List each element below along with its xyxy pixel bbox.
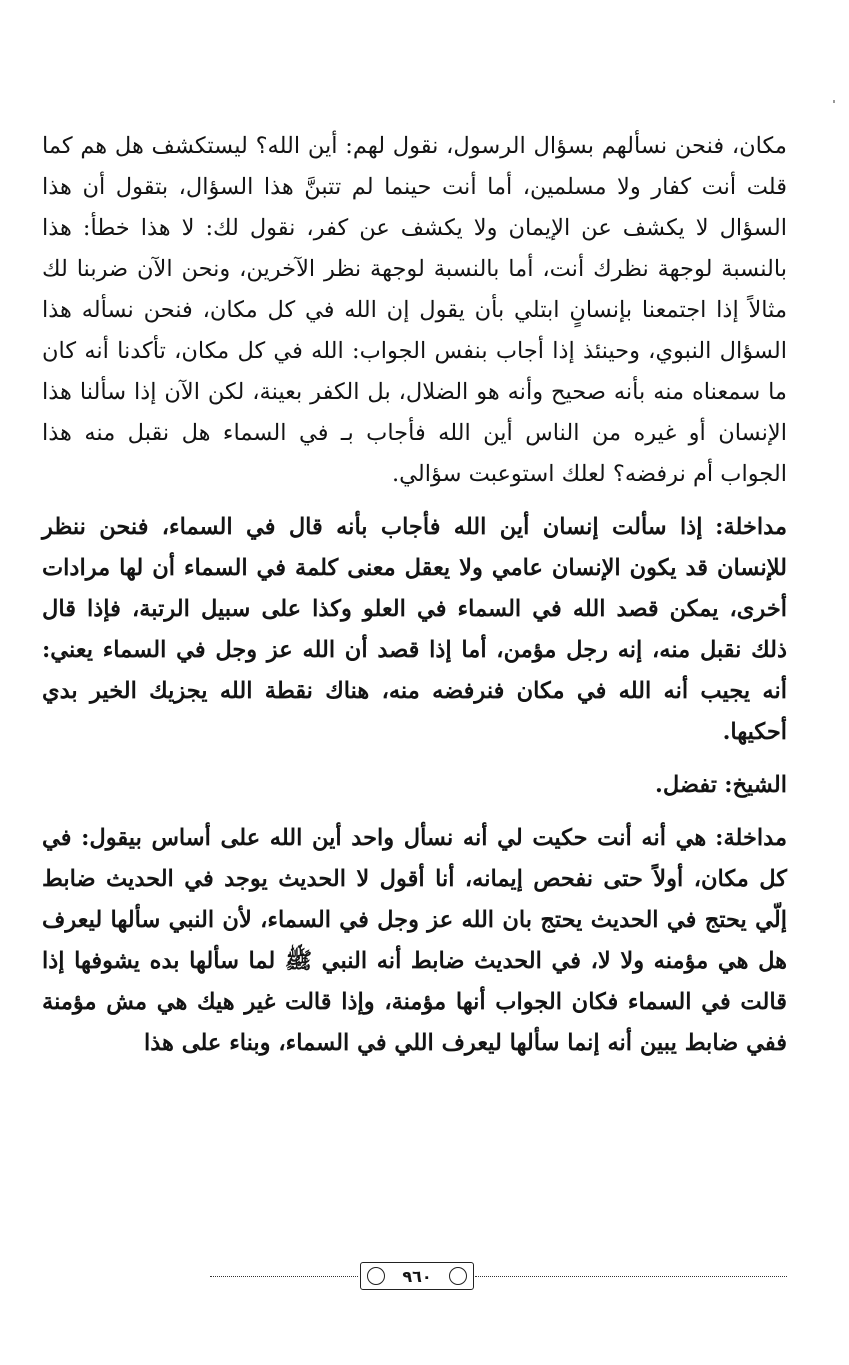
speaker-label: الشيخ: xyxy=(724,772,787,798)
paragraph-text: إذا سألت إنسان أين الله فأجاب بأنه قال في السماء، فنحن ننظر للإنسان قد يكون الإنسان عامي ولا يعقل معنى كلمة في السماء أن لها مرادات أخرى، يمكن قصد الله في السماء في العلو وكذا على سبيل الرتبة، فإذا قال ذلك نقبل منه، إنه رجل مؤمن، أما إذا قصد أن الله عز وجل في السماء يعني: أنه يجيب أنه الله في مكان فنرفضه منه، هناك نقطة الله يجزيك الخير بدي أحكيها. xyxy=(42,514,787,745)
page-body xyxy=(42,126,787,1064)
ornament-icon xyxy=(367,1267,385,1285)
paragraph-3 xyxy=(42,765,787,806)
footer-divider-left xyxy=(210,1276,358,1277)
ornament-icon xyxy=(449,1267,467,1285)
paragraph-2 xyxy=(42,507,787,753)
page-number: ٩٦٠ xyxy=(402,1266,432,1286)
speaker-label: مداخلة: xyxy=(715,825,787,851)
paragraph-text: هي أنه أنت حكيت لي أنه نسأل واحد أين الله على أساس بيقول: في كل مكان، أولاً حتى نفحص إيمانه، أنا أقول لا الحديث يوجد في الحديث ضابط إلّي يحتج في الحديث يحتج بان الله عز وجل في السماء، لأن النبي سألها ليعرف هل هي مؤمنه ولا لا، في الحديث ضابط أنه النبي ﷺ لما سألها بده يشوفها إذا قالت في السماء فكان الجواب أنها مؤمنة، وإذا قالت غير هيك هي مش مؤمنة ففي ضابط يبين أنه إنما سألها ليعرف اللي في السماء، وبناء على هذا xyxy=(42,825,787,1056)
paragraph-text: تفضل. xyxy=(655,772,718,798)
page-footer xyxy=(210,1262,787,1288)
speaker-label: مداخلة: xyxy=(715,514,787,540)
page-number-frame xyxy=(360,1262,474,1290)
paragraph-1 xyxy=(42,126,787,495)
paragraph-text: مكان، فنحن نسألهم بسؤال الرسول، نقول لهم: أين الله؟ ليستكشف هل هم كما قلت أنت كفار ولا مسلمين، أما أنت حينما لم تتبنَّ هذا السؤال، بتقول أن هذا السؤال لا يكشف عن الإيمان ولا يكشف عن كفر، نقول لك: لا هذا خطأ: هذا بالنسبة لوجهة نظرك أنت، أما بالنسبة لوجهة نظر الآخرين، ونحن الآن ضربنا لك مثالاً إذا اجتمعنا بإنسانٍ ابتلي بأن يقول إن الله في كل مكان، فنحن نسأله هذا السؤال النبوي، وحينئذ إذا أجاب بنفس الجواب: الله في كل مكان، تأكدنا أنه كان ما سمعناه منه بأنه صحيح وأنه هو الضلال، بل الكفر بعينة، لكن الآن إذا سألنا هذا الإنسان أو غيره من الناس أين الله فأجاب بـ في السماء هل نقبل منه هذا الجواب أم نرفضه؟ لعلك استوعبت سؤالي. xyxy=(42,133,787,487)
paragraph-4 xyxy=(42,818,787,1064)
scan-speck xyxy=(833,100,835,103)
footer-divider-right xyxy=(475,1276,787,1277)
